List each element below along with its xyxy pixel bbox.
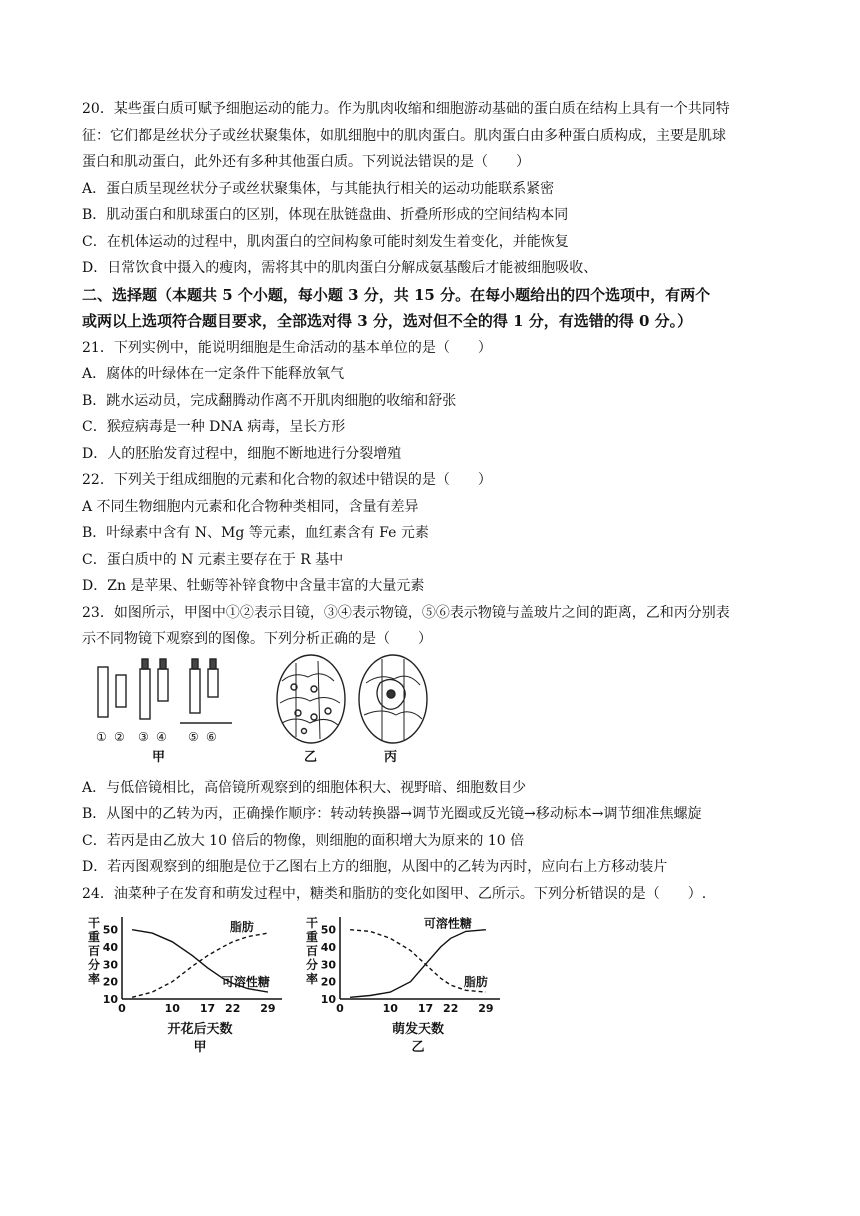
q20-stem-line-1: 20．某些蛋白质可赋予细胞运动的能力。作为肌肉收缩和细胞游动基础的蛋白质在结构上具有一个共同特 <box>82 101 730 117</box>
q22-option-b: B．叶绿素中含有 N、Mg 等元素，血红素含有 Fe 元素 <box>82 525 429 541</box>
x-tick-label: 29 <box>260 1002 276 1015</box>
question-23 <box>82 600 782 881</box>
eyepiece-short-icon <box>116 675 126 707</box>
chart-jia <box>82 911 292 1061</box>
q21-option-c: C．猴痘病毒是一种 DNA 病毒，呈长方形 <box>82 419 346 435</box>
figure-label-bing: 丙 <box>384 749 398 765</box>
question-21 <box>82 335 782 468</box>
x-axis-label: 开花后天数 <box>167 1022 233 1037</box>
objective-short-icon <box>158 669 168 701</box>
objective-5-icon <box>190 669 200 713</box>
q23-option-c: C．若丙是由乙放大 10 倍后的物像，则细胞的面积增大为原来的 10 倍 <box>82 832 525 849</box>
lens-label-4: ④ <box>156 729 167 744</box>
lens-label-5: ⑤ <box>188 729 199 744</box>
q20-option-a: A．蛋白质呈现丝状分子或丝状聚集体，与其能执行相关的运动功能联系紧密 <box>82 180 555 197</box>
q20-option-c: C．在机体运动的过程中，肌肉蛋白的空间构象可能时刻发生着变化，并能恢复 <box>82 233 569 250</box>
objective-long-icon <box>140 669 150 719</box>
x-tick-label: 0 <box>336 1002 344 1015</box>
y-axis-label-char: 率 <box>306 972 319 986</box>
y-axis-label-char: 重 <box>88 930 101 944</box>
objective-cap-icon <box>160 659 166 669</box>
q22-option-c: C．蛋白质中的 N 元素主要存在于 R 基中 <box>82 551 344 568</box>
x-tick-label: 10 <box>164 1002 180 1015</box>
series-label: 可溶性糖 <box>221 975 270 990</box>
section-2-line-2: 或两以上选项符合题目要求，全部选对得 3 分，选对但不全的得 1 分，有选错的得 0 分。） <box>82 312 693 330</box>
field-of-view-bing-icon <box>359 655 427 743</box>
series-label: 可溶性糖 <box>423 916 472 931</box>
q21-option-a: A．腐体的叶绿体在一定条件下能释放氧气 <box>82 366 345 382</box>
x-tick-label: 17 <box>417 1002 434 1015</box>
q20-stem-line-3: 蛋白和肌动蛋白，此外还有多种其他蛋白质。下列说法错误的是（ ） <box>82 154 530 170</box>
figure-label-jia: 甲 <box>152 749 166 765</box>
q23-option-d: D．若丙图观察到的细胞是位于乙图右上方的细胞，从图中的乙转为丙时，应向右上方移动装片 <box>82 859 668 875</box>
x-tick-label: 29 <box>478 1002 494 1015</box>
q24-stem: 24．油菜种子在发育和萌发过程中，糖类和脂肪的变化如图甲、乙所示。下列分析错误的是（ ）. <box>82 885 707 902</box>
q22-stem: 22．下列关于组成细胞的元素和化合物的叙述中错误的是（ ） <box>82 472 492 488</box>
q20-option-d: D．日常饮食中摄入的瘦肉，需将其中的肌肉蛋白分解成氨基酸后才能被细胞吸收、 <box>82 260 598 276</box>
objective-cap-icon <box>192 659 198 669</box>
y-axis-label-char: 百 <box>88 944 101 958</box>
q23-figure <box>82 653 782 775</box>
q23-stem-line-1: 23．如图所示，甲图中①②表示目镜，③④表示物镜，⑤⑥表示物镜与盖玻片之间的距离，乙和丙分别表 <box>82 604 730 621</box>
question-24 <box>82 881 782 1062</box>
y-axis-label-char: 干 <box>306 916 319 930</box>
y-axis-label-char: 率 <box>88 972 101 986</box>
section-2-header <box>82 282 782 335</box>
x-tick-label: 0 <box>118 1002 126 1015</box>
objective-cap-icon <box>210 659 216 669</box>
y-tick-label: 30 <box>320 958 336 972</box>
y-tick-label: 20 <box>320 975 336 989</box>
y-axis-label-char: 分 <box>306 958 319 972</box>
y-axis-label-char: 分 <box>88 958 101 972</box>
lens-label-3: ③ <box>138 729 149 744</box>
q23-option-b: B．从图中的乙转为丙，正确操作顺序：转动转换器→调节光圈或反光镜→移动标本→调节细准焦螺旋 <box>82 806 702 822</box>
x-tick-label: 17 <box>199 1002 216 1015</box>
chart-sublabel: 甲 <box>193 1040 207 1055</box>
figure-label-yi: 乙 <box>304 749 318 765</box>
x-tick-label: 10 <box>382 1002 398 1015</box>
y-tick-label: 20 <box>102 975 118 989</box>
q21-stem: 21．下列实例中，能说明细胞是生命活动的基本单位的是（ ） <box>82 339 492 356</box>
y-tick-label: 10 <box>320 993 336 1006</box>
eyepiece-long-icon <box>98 667 108 717</box>
y-tick-label: 50 <box>102 923 118 937</box>
lens-label-2: ② <box>114 729 125 744</box>
series-label: 脂肪 <box>229 920 254 935</box>
y-tick-label: 40 <box>102 941 118 954</box>
q21-option-d: D．人的胚胎发育过程中，细胞不断地进行分裂增殖 <box>82 445 402 462</box>
x-tick-label: 22 <box>225 1002 241 1015</box>
question-20 <box>82 96 782 282</box>
lens-label-6: ⑥ <box>206 729 217 744</box>
y-tick-label: 40 <box>320 941 336 954</box>
section-2-line-1: 二、选择题（本题共 5 个小题，每小题 3 分，共 15 分。在每小题给出的四个选项中，有两个 <box>82 285 711 304</box>
q22-option-a: A 不同生物细胞内元素和化合物种类相同，含量有差异 <box>82 498 419 515</box>
y-tick-label: 50 <box>320 923 336 937</box>
y-axis-label-char: 干 <box>88 916 101 930</box>
q20-stem-line-2: 征：它们都是丝状分子或丝状聚集体，如肌细胞中的肌肉蛋白。肌肉蛋白由多种蛋白质构成，主要是肌球 <box>82 127 726 144</box>
microscope-figure <box>82 653 782 775</box>
chart-sublabel: 乙 <box>411 1040 425 1055</box>
objective-cap-icon <box>142 659 148 669</box>
q20-option-b: B．肌动蛋白和肌球蛋白的区别，体现在肽链盘曲、折叠所形成的空间结构本同 <box>82 207 569 223</box>
x-tick-label: 22 <box>443 1002 459 1015</box>
x-axis-label: 萌发天数 <box>391 1022 445 1037</box>
exam-page <box>82 96 782 1061</box>
y-axis-label-char: 百 <box>306 944 319 958</box>
lens-label-1: ① <box>96 729 107 744</box>
chart-yi <box>300 911 510 1061</box>
q23-stem-line-2: 示不同物镜下观察到的图像。下列分析正确的是（ ） <box>82 631 432 647</box>
question-22 <box>82 467 782 600</box>
y-axis-label-char: 重 <box>306 930 319 944</box>
q22-option-d: D．Zn 是苹果、牡蛎等补锌食物中含量丰富的大量元素 <box>82 578 425 594</box>
q24-figure <box>82 911 782 1061</box>
q21-option-b: B．跳水运动员，完成翻腾动作离不开肌肉细胞的收缩和舒张 <box>82 392 457 409</box>
y-tick-label: 10 <box>102 993 118 1006</box>
q23-option-a: A．与低倍镜相比，高倍镜所观察到的细胞体积大、视野暗、细胞数目少 <box>82 779 527 796</box>
y-tick-label: 30 <box>102 958 118 972</box>
series-label: 脂肪 <box>463 975 488 990</box>
objective-6-icon <box>208 669 218 697</box>
